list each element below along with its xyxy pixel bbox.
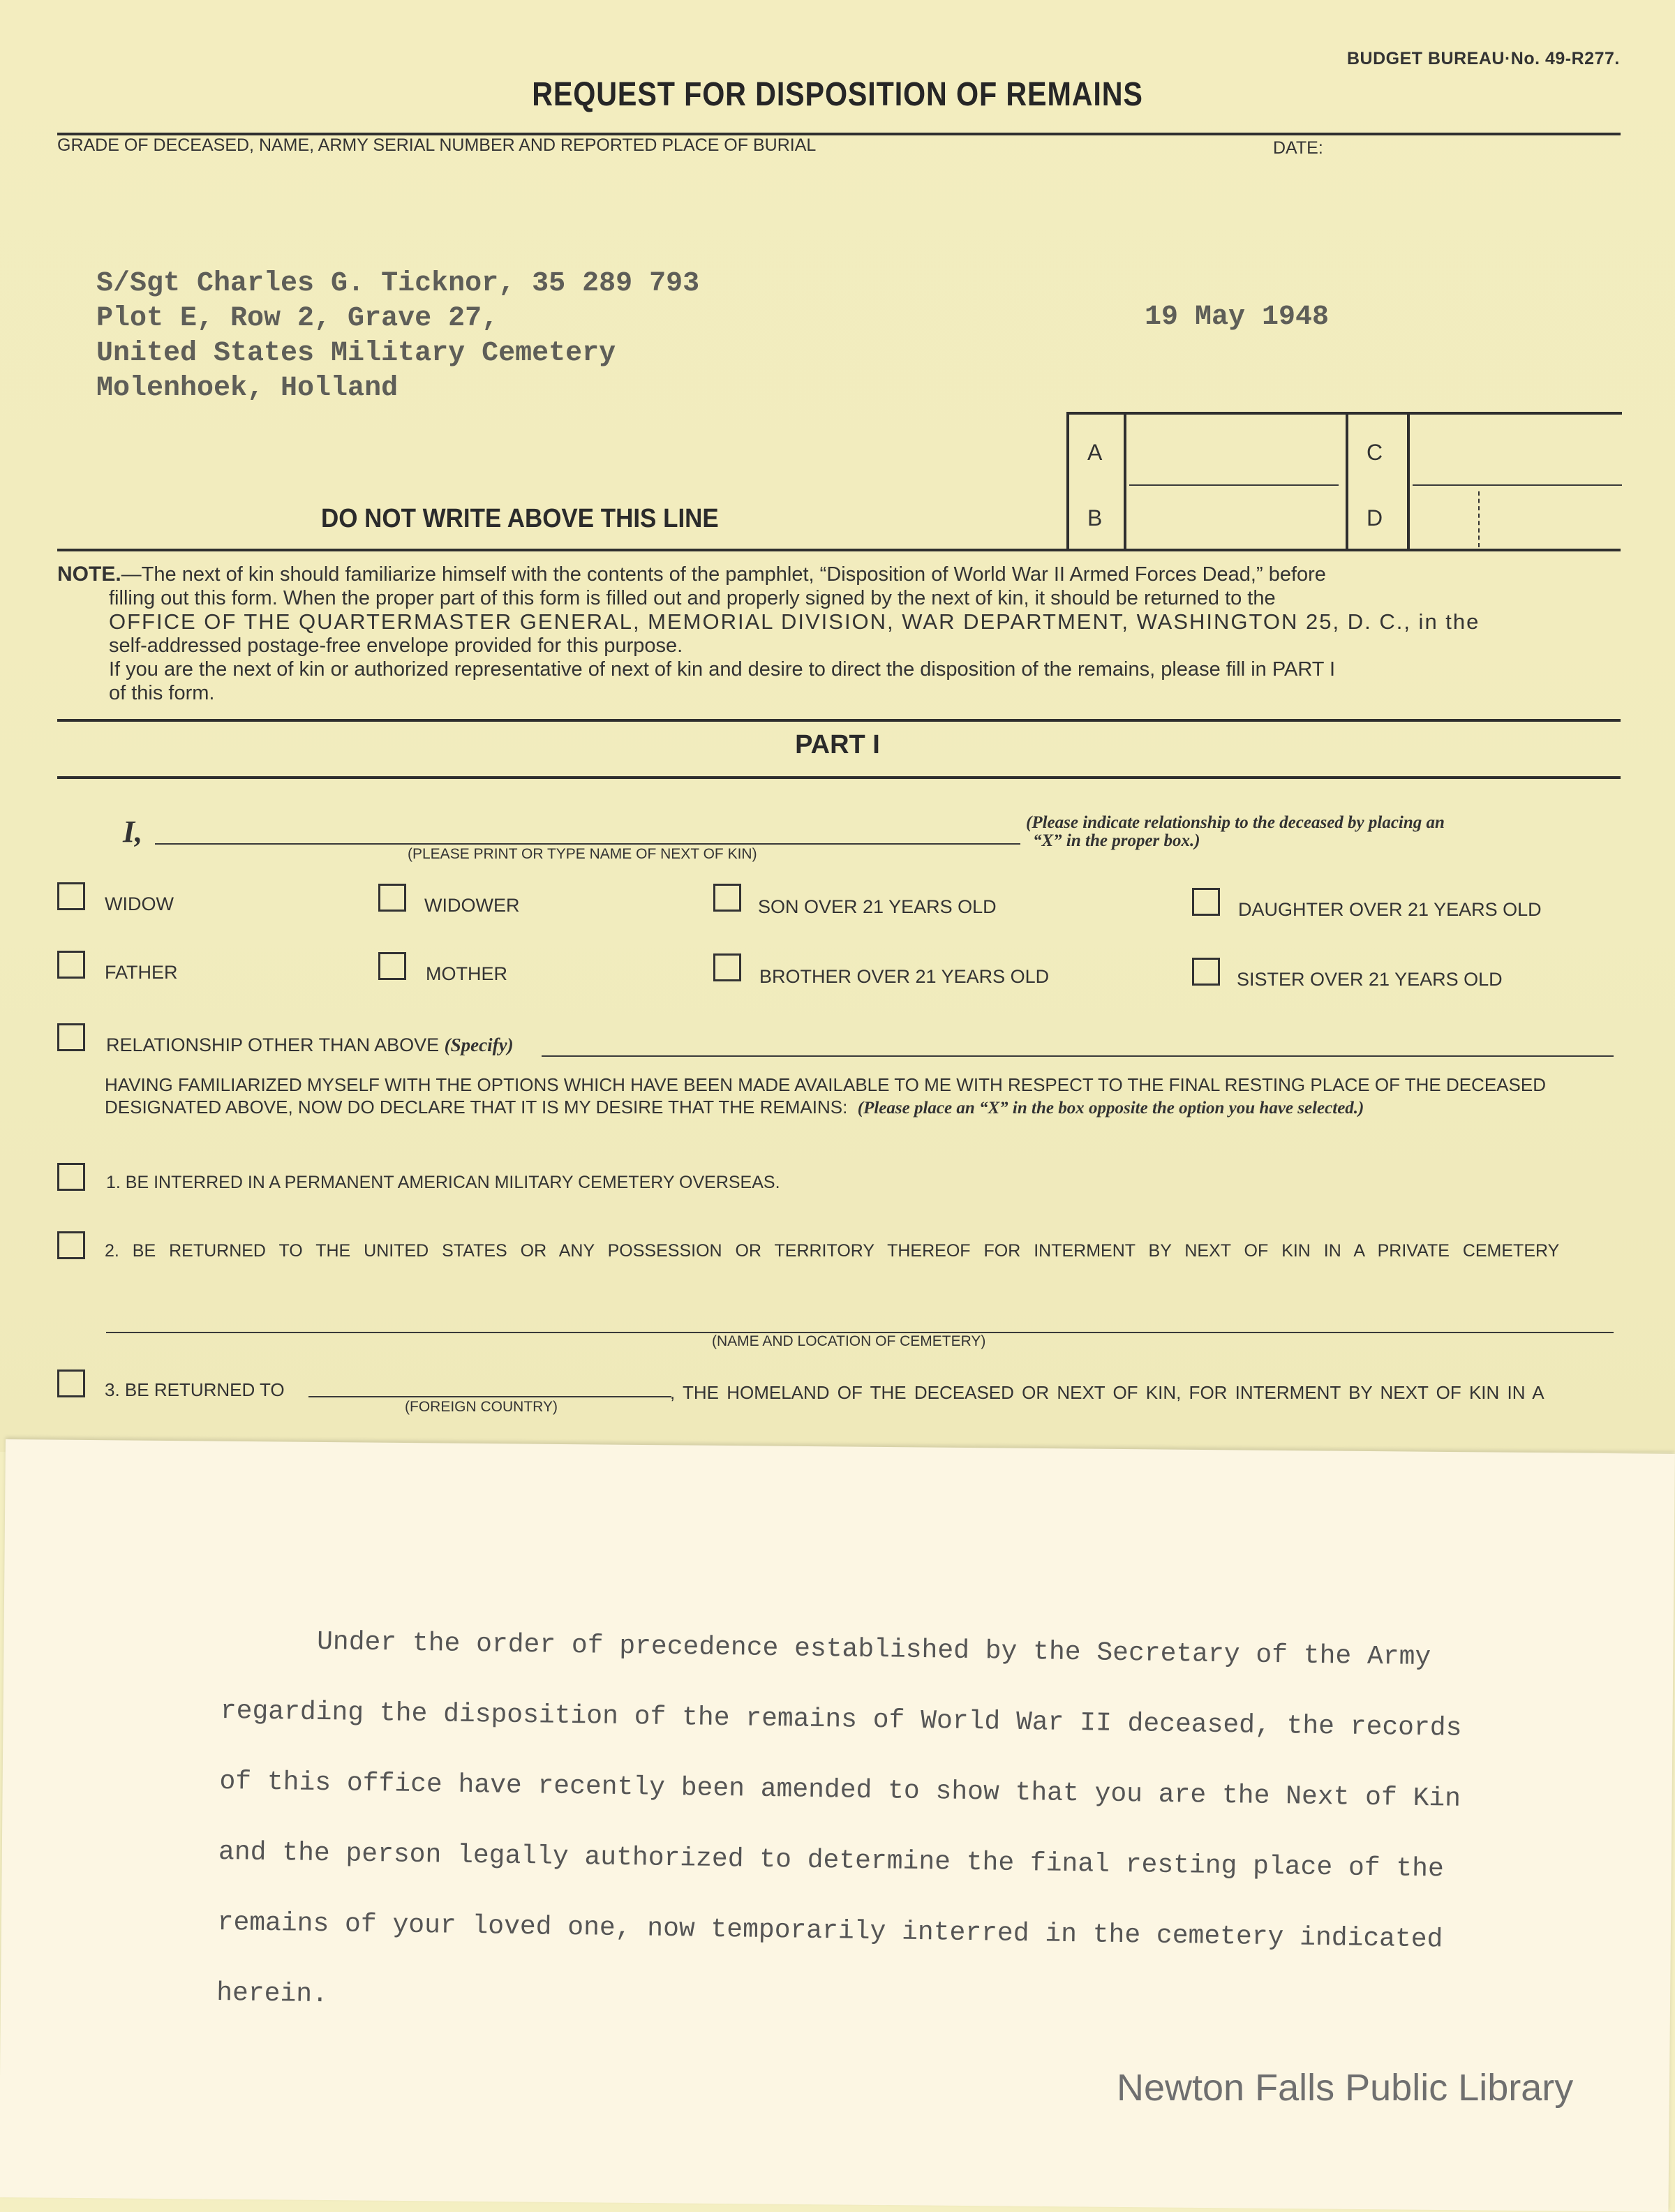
- option3-label: 3. BE RETURNED TO: [105, 1379, 285, 1400]
- daughter-label: DAUGHTER OVER 21 YEARS OLD: [1238, 899, 1542, 920]
- typed-date: 19 May 1948: [1145, 302, 1330, 333]
- letter-line: of this office have recently been amended to show that you are the Next of Kin: [219, 1766, 1461, 1814]
- box-label-a: A: [1087, 440, 1103, 465]
- father-checkbox[interactable]: [57, 951, 85, 979]
- deceased-address: [96, 267, 699, 406]
- declaration-note: (Please place an “X” in the box opposite the option you have selected.): [857, 1099, 1364, 1118]
- option2-label: 2. BE RETURNED TO THE UNITED STATES OR ANY POSSESSION OR TERRITORY THEREOF FOR INTERMENT BY NEXT OF KIN IN A PRIVATE CEMETERY: [105, 1241, 1560, 1261]
- part1-bottom-rule: [57, 776, 1621, 779]
- mother-checkbox[interactable]: [378, 952, 406, 980]
- box-label-c: C: [1367, 440, 1383, 465]
- foreign-country-line[interactable]: [308, 1396, 671, 1397]
- father-label: FATHER: [105, 962, 178, 983]
- note-line: filling out this form. When the proper part of this form is filled out and properly signed by the next of kin, it should be returned to the: [109, 587, 1276, 609]
- other-relationship-line[interactable]: [542, 1055, 1614, 1057]
- relationship-note-line: (Please indicate relationship to the deceased by placing an: [1026, 813, 1445, 832]
- date-label: DATE:: [1273, 138, 1323, 158]
- form-title: REQUEST FOR DISPOSITION OF REMAINS: [532, 76, 1143, 113]
- address-line: Plot E, Row 2, Grave 27,: [96, 303, 499, 334]
- address-line: S/Sgt Charles G. Ticknor, 35 289 793: [96, 268, 700, 299]
- other-relationship-text: RELATIONSHIP OTHER THAN ABOVE: [106, 1034, 440, 1055]
- address-line: Molenhoek, Holland: [96, 373, 399, 404]
- letter-line: remains of your loved one, now temporarily interred in the cemetery indicated: [217, 1907, 1443, 1955]
- note-line: —The next of kin should familiarize himself with the contents of the pamphlet, “Disposition of World War II Armed Forces Dead,” before: [121, 563, 1326, 586]
- letter-line: regarding the disposition of the remains of World War II deceased, the records: [220, 1695, 1462, 1744]
- attached-letter-text: [216, 1605, 1590, 2047]
- box-label-b: B: [1087, 505, 1103, 530]
- option1-label: 1. BE INTERRED IN A PERMANENT AMERICAN MILITARY CEMETERY OVERSEAS.: [106, 1173, 780, 1192]
- name-caption: (PLEASE PRINT OR TYPE NAME OF NEXT OF KIN): [408, 846, 757, 862]
- widower-label: WIDOWER: [424, 895, 520, 916]
- library-watermark: Newton Falls Public Library: [1117, 2067, 1574, 2109]
- do-not-write-notice: DO NOT WRITE ABOVE THIS LINE: [321, 504, 719, 533]
- note-line: of this form.: [109, 682, 215, 704]
- brother-label: BROTHER OVER 21 YEARS OLD: [759, 966, 1050, 987]
- cemetery-caption: (NAME AND LOCATION OF CEMETERY): [712, 1333, 986, 1349]
- option3-continuation: , THE HOMELAND OF THE DECEASED OR NEXT OF KIN, FOR INTERMENT BY NEXT OF KIN IN A: [670, 1382, 1544, 1403]
- declaration-paragraph: [105, 1074, 1612, 1120]
- declaration-line: DESIGNATED ABOVE, NOW DO DECLARE THAT IT IS MY DESIRE THAT THE REMAINS:: [105, 1097, 848, 1118]
- letter-line: Under the order of precedence established by the Secretary of the Army: [221, 1625, 1431, 1673]
- son-checkbox[interactable]: [713, 884, 741, 912]
- son-label: SON OVER 21 YEARS OLD: [758, 896, 997, 917]
- note-block: [57, 563, 1621, 705]
- other-relationship-label: [106, 1034, 514, 1056]
- i-label: I,: [123, 815, 143, 849]
- office-use-box: [1066, 412, 1622, 550]
- address-line: United States Military Cemetery: [96, 338, 616, 369]
- note-line: self-addressed postage-free envelope provided for this purpose.: [109, 634, 683, 657]
- sister-label: SISTER OVER 21 YEARS OLD: [1237, 969, 1503, 990]
- specify-note: (Specify): [444, 1034, 514, 1055]
- letter-line: and the person legally authorized to determine the final resting place of the: [218, 1836, 1445, 1885]
- mother-label: MOTHER: [426, 963, 507, 984]
- next-of-kin-name-line[interactable]: [155, 843, 1020, 845]
- note-label: NOTE.: [57, 563, 121, 586]
- foreign-country-caption: (FOREIGN COUNTRY): [405, 1399, 558, 1415]
- box-label-d: D: [1367, 505, 1383, 530]
- daughter-checkbox[interactable]: [1192, 888, 1220, 916]
- do-not-write-rule: [57, 549, 1621, 551]
- option2-checkbox[interactable]: [57, 1231, 85, 1259]
- widower-checkbox[interactable]: [378, 884, 406, 912]
- widow-checkbox[interactable]: [57, 882, 85, 910]
- part1-top-rule: [57, 719, 1621, 722]
- relationship-note: [1026, 814, 1445, 850]
- option1-checkbox[interactable]: [57, 1163, 85, 1191]
- option3-checkbox[interactable]: [57, 1369, 85, 1397]
- sister-checkbox[interactable]: [1192, 958, 1220, 986]
- budget-bureau-number: BUDGET BUREAU·No. 49-R277.: [1347, 49, 1620, 68]
- declaration-line: HAVING FAMILIARIZED MYSELF WITH THE OPTIONS WHICH HAVE BEEN MADE AVAILABLE TO ME WITH RESPECT TO THE FINAL RESTING PLACE OF THE DECEASED: [105, 1074, 1546, 1095]
- part1-heading: PART I: [795, 730, 880, 759]
- grade-label: GRADE OF DECEASED, NAME, ARMY SERIAL NUMBER AND REPORTED PLACE OF BURIAL: [57, 135, 817, 155]
- widow-label: WIDOW: [105, 893, 174, 914]
- letter-line: herein.: [216, 1977, 329, 2010]
- other-relationship-checkbox[interactable]: [57, 1023, 85, 1051]
- relationship-note-line: “X” in the proper box.): [1033, 831, 1200, 850]
- note-line: If you are the next of kin or authorized representative of next of kin and desire to direct the disposition of the remains, please fill in PART I: [109, 658, 1336, 681]
- brother-checkbox[interactable]: [713, 953, 741, 981]
- note-office-line: OFFICE OF THE QUARTERMASTER GENERAL, MEMORIAL DIVISION, WAR DEPARTMENT, WASHINGTON 25, D. C., in the: [109, 609, 1480, 634]
